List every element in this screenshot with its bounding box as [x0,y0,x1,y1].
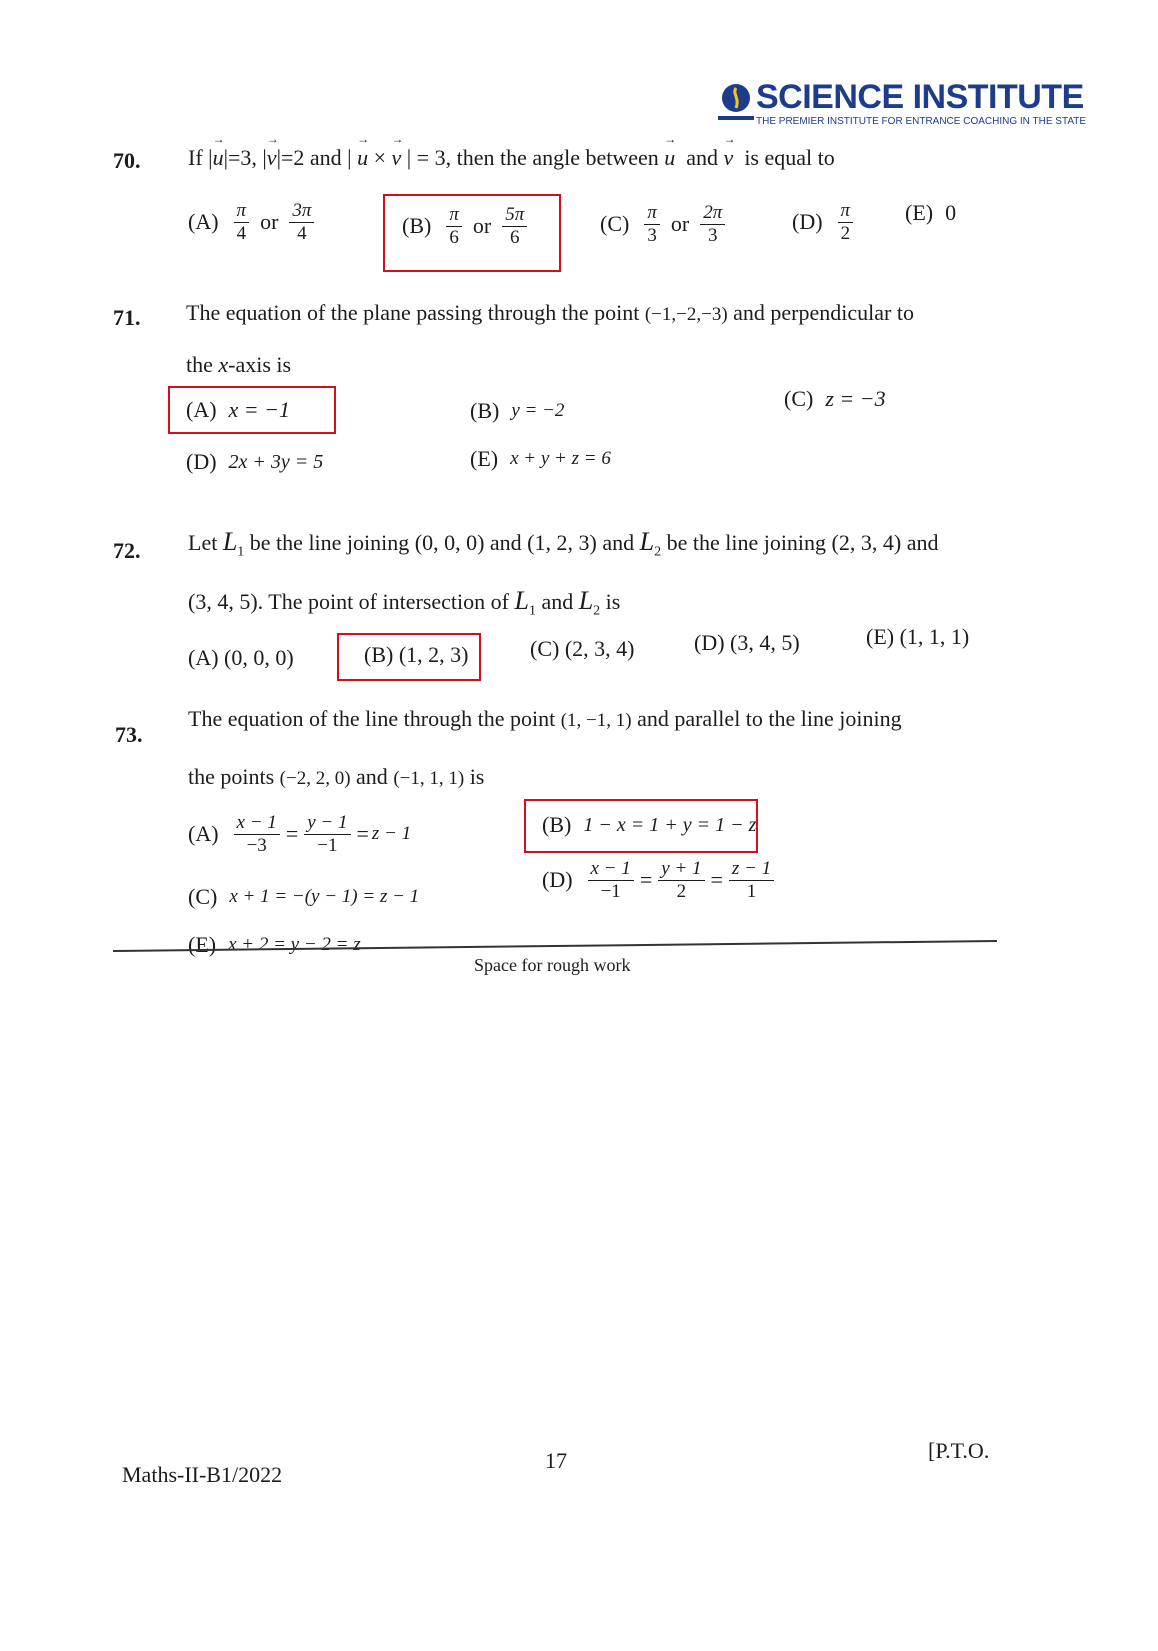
option-b[interactable]: (B) y = −2 [470,398,565,423]
question-number: 72. [113,538,141,563]
answer-highlight-box [337,633,481,681]
header-title: SCIENCE INSTITUTE [756,78,1084,116]
option-d[interactable]: (D) $\frac{\pi}{2}$ [792,200,856,245]
option-e[interactable]: (E) x + 2 = y − 2 = z [188,932,361,957]
page-number: 17 [545,1448,567,1473]
option-c[interactable]: (C) (2, 3, 4) [530,636,635,661]
paper-code: Maths-II-B1/2022 [122,1462,283,1487]
option-a[interactable]: (A) $\frac{\pi}{4}$ or $\frac{3\pi}{4}$ [188,200,317,245]
option-e[interactable]: (E) x + y + z = 6 [470,446,611,471]
question-text: The equation of the plane passing through the point (−1,−2,−3) and perpendicular to [186,300,914,325]
option-a[interactable]: (A) x = −1 [186,397,291,422]
option-a[interactable]: (A) (0, 0, 0) [188,645,294,670]
answer-highlight-box [168,386,336,434]
option-c[interactable]: (C) $\frac{\pi}{3}$ or $\frac{2\pi}{3}$ [600,202,728,247]
question-text: The equation of the line through the point (1, −1, 1) and parallel to the line joining [188,706,902,731]
option-a[interactable]: (A) $\frac{x - 1}{-3}$ = $\frac{y - 1}{-1}$ = z − 1 [188,812,412,856]
option-d[interactable]: (D) 2x + 3y = 5 [186,449,324,474]
question-text-line2: the points (−2, 2, 0) and (−1, 1, 1) is [188,764,485,789]
option-c[interactable]: (C) z = −3 [784,386,886,411]
question-number: 73. [115,722,143,747]
rough-work-label: Space for rough work [474,955,631,975]
header-tagline: THE PREMIER INSTITUTE FOR ENTRANCE COACHING IN THE STATE [756,116,1087,127]
question-text: Let $L_1$ be the line joining (0, 0, 0) and (1, 2, 3) and $L_2$ be the line joining (2, 3, 4) and [188,527,939,560]
option-d[interactable]: (D) (3, 4, 5) [694,630,800,655]
pto-label: [P.T.O. [928,1438,990,1463]
option-e[interactable]: (E) (1, 1, 1) [866,624,970,649]
option-b[interactable]: (B) $\frac{\pi}{6}$ or $\frac{5\pi}{6}$ [402,204,530,249]
header-logo [718,78,1087,128]
question-number: 70. [113,148,141,173]
question-text-line2: (3, 4, 5). The point of intersection of $L_1$ and $L_2$ is [188,586,621,619]
option-c[interactable]: (C) x + 1 = −(y − 1) = z − 1 [188,884,420,909]
option-d[interactable]: (D) $\frac{x - 1}{-1}$ = $\frac{y + 1}{2}$ = $\frac{z - 1}{1}$ [542,858,777,903]
institute-emblem-icon [718,80,754,124]
answer-highlight-box [524,799,758,853]
option-b[interactable]: (B) (1, 2, 3) [364,642,469,667]
question-number: 71. [113,305,141,330]
option-b[interactable]: (B) 1 − x = 1 + y = 1 − z [542,812,757,837]
question-text: If |→ u|=3, |→ v|=2 and | → u × → v | = 3, then the angle between → u and → v is equal to [188,145,835,171]
option-e[interactable]: (E) 0 [905,200,957,225]
question-text-line2: the x-axis is [186,352,292,377]
answer-highlight-box [383,194,561,272]
